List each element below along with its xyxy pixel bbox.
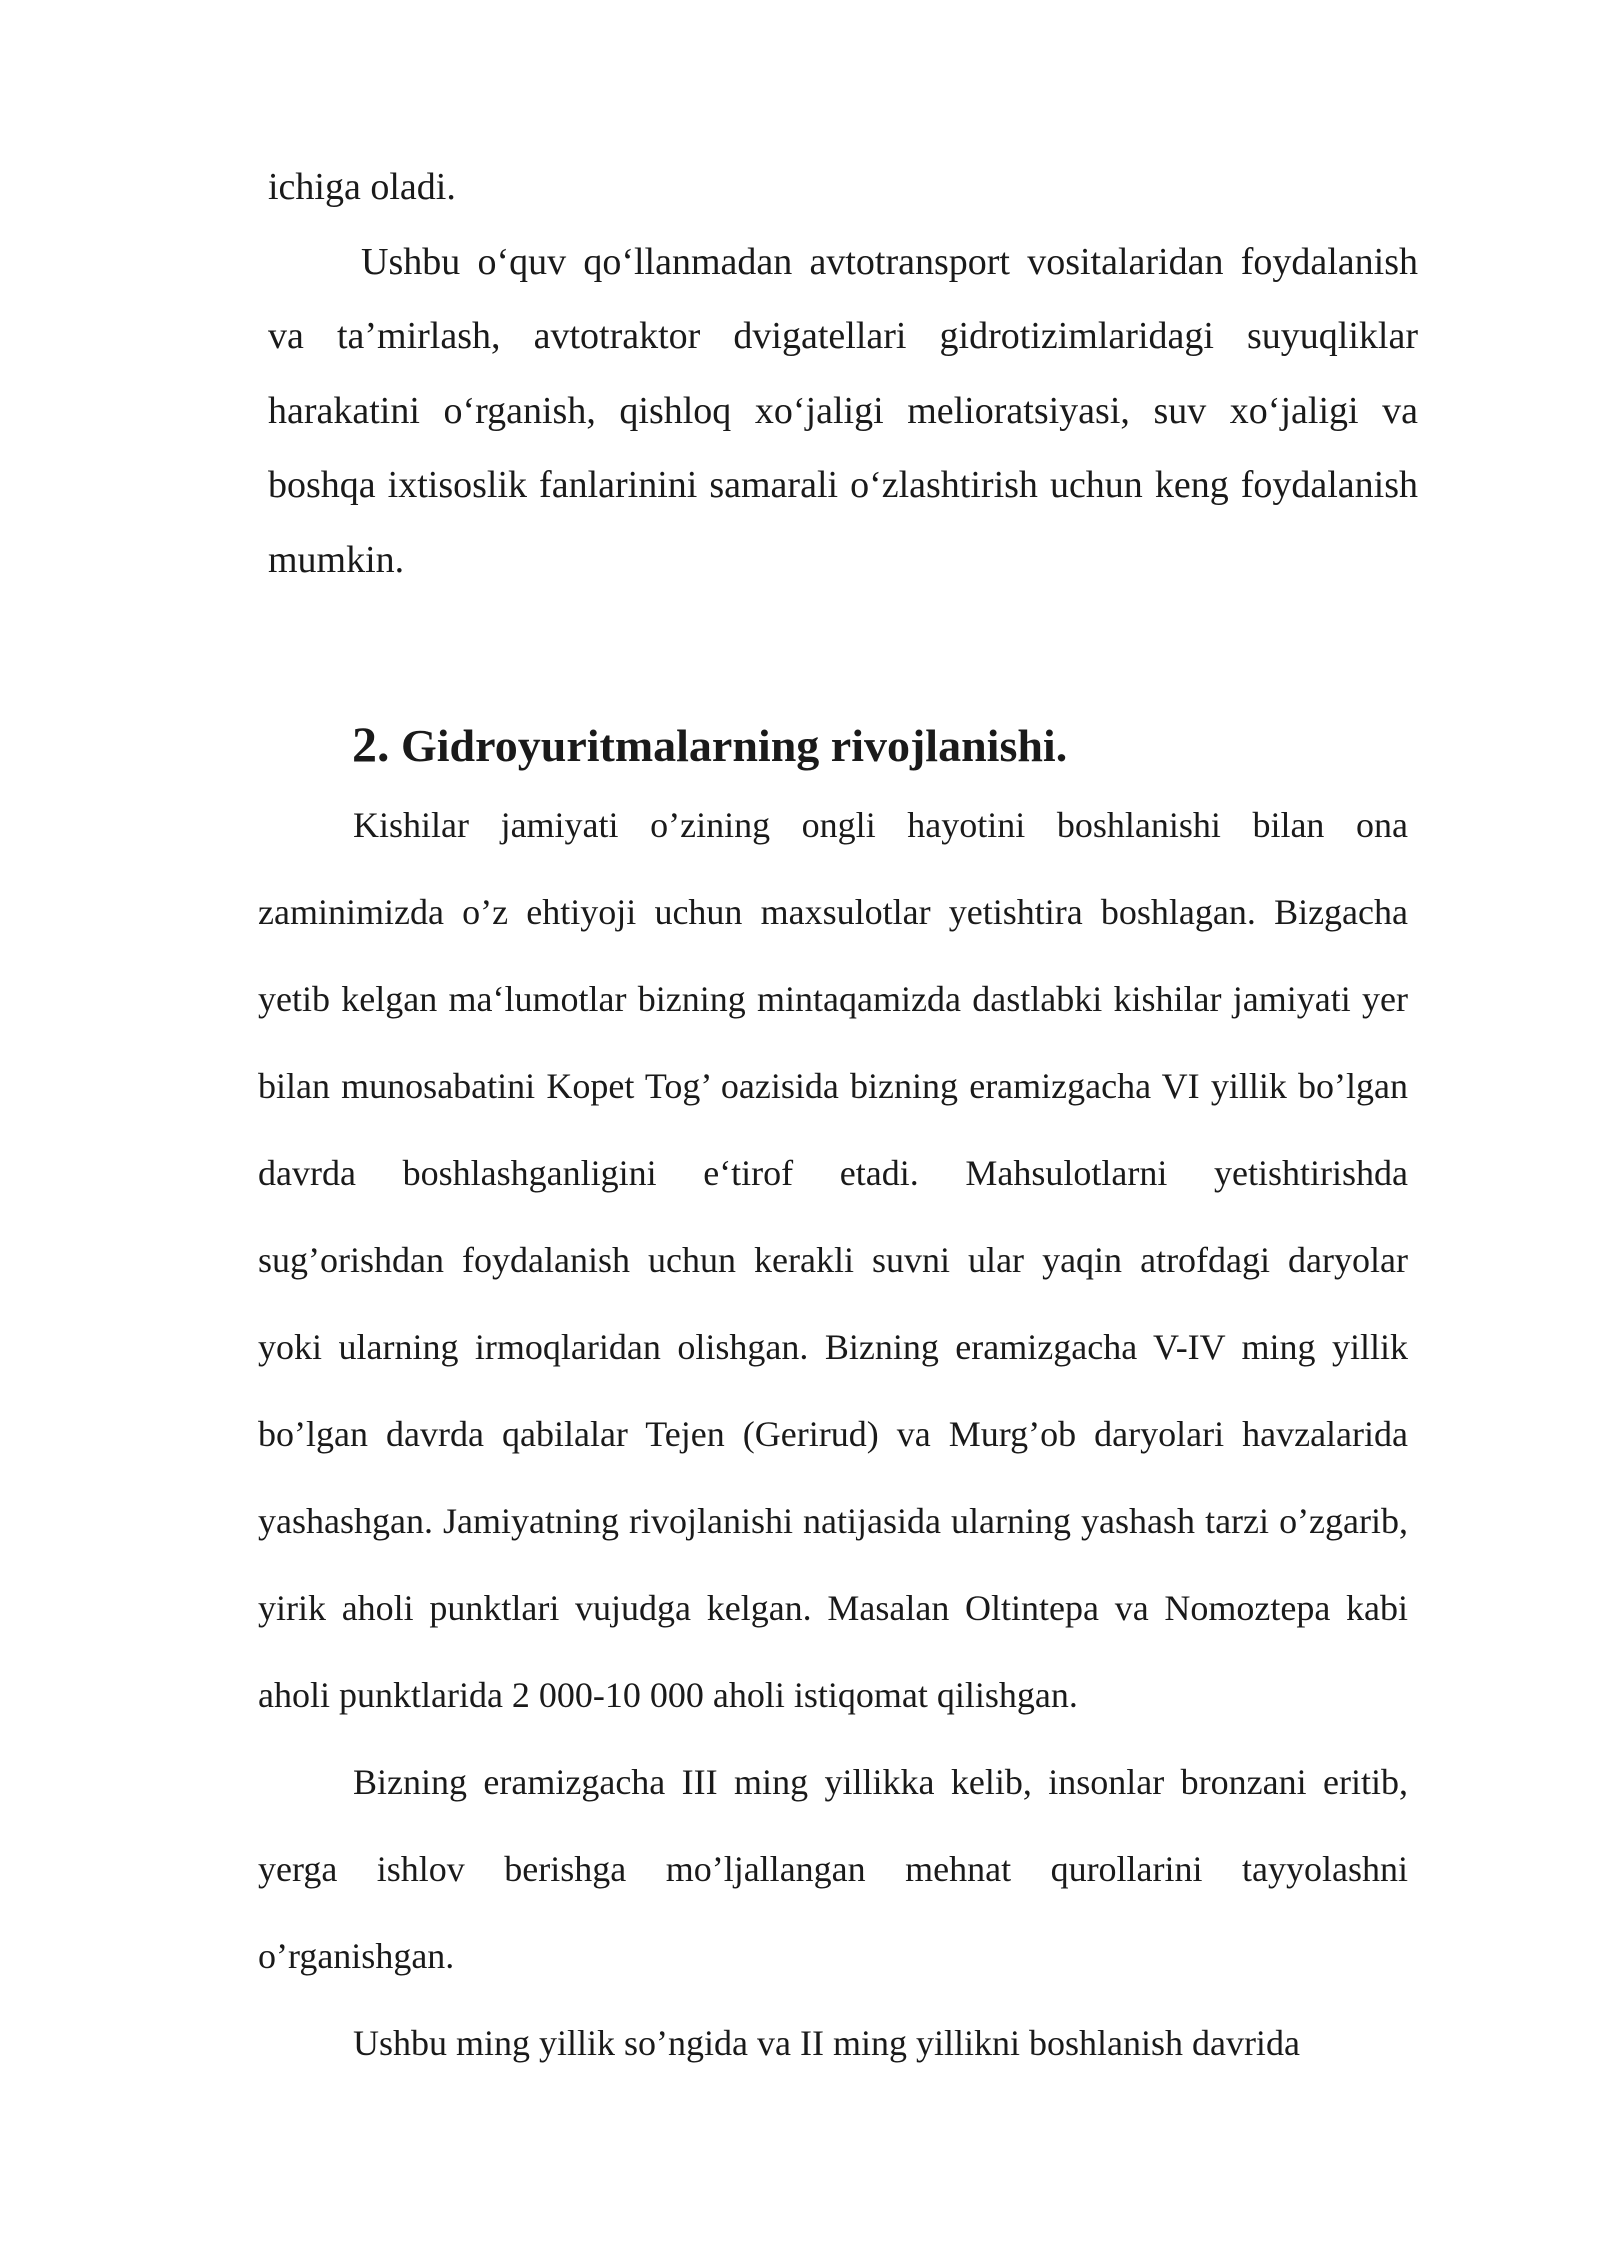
top-text-block xyxy=(268,150,1418,597)
body-paragraph: Ushbu ming yillik so’ngida va II ming yillikni boshlanish davrida xyxy=(353,2023,1300,2063)
continuation-line: ichiga oladi. xyxy=(268,166,456,208)
body-paragraph: Kishilar jamiyati o’zining ongli hayotini boshlanishi bilan ona zaminimizda o’z ehtiyoji uchun maxsulotlar yetishtira boshlagan. Bizgacha yetib kelgan ma‘lumotlar bizning mintaqamizda dastlabki kishilar jamiyati yer bilan munosabatini Kopet Tog’ oazisida bizning eramizgacha VI yillik bo’lgan davrda boshlashganligini e‘tirof etadi. Mahsulotlarni yetishtirishda sug’orishdan foydalanish uchun kerakli suvni ular yaqin atrofdagi daryolar yoki ularning irmoqlaridan olishgan. Bizning eramizgacha V-IV ming yillik bo’lgan davrda qabilalar Tejen (Gerirud) va Murg’ob daryolari havzalarida yashashgan. Jamiyatning rivojlanishi natijasida ularning yashash tarzi o’zgarib, yirik aholi punktlari vujudga kelgan. Masalan Oltintepa va Nomoztepa kabi aholi punktlarida 2 000-10 000 aholi istiqomat qilishgan. xyxy=(258,805,1408,1715)
section-title: Gidroyuritmalarning rivojlanishi. xyxy=(401,720,1068,771)
section-body xyxy=(258,782,1408,2087)
intro-paragraph: Ushbu o‘quv qo‘llanmadan avtotransport vositalaridan foydalanish va ta’mirlash, avtotraktor dvigatellari gidrotizimlaridagi suyuqliklar harakatini o‘rganish, qishloq xo‘jaligi melioratsiyasi, suv xo‘jaligi va boshqa ixtisoslik fanlarinini samarali o‘zlashtirish uchun keng foydalanish mumkin. xyxy=(268,240,1418,581)
section-heading xyxy=(352,712,1452,778)
body-paragraph: Bizning eramizgacha III ming yillikka kelib, insonlar bronzani eritib, yerga ishlov berishga mo’ljallangan mehnat qurollarini tayyolashni o’rganishgan. xyxy=(258,1762,1408,1976)
section-number: 2. xyxy=(352,716,390,772)
